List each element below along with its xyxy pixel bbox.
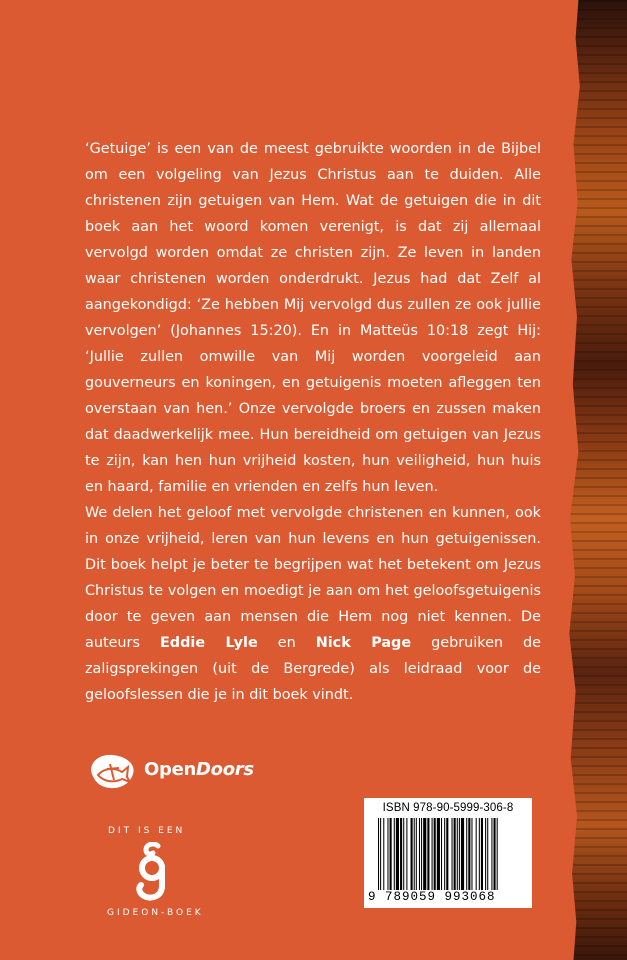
barcode-bar [427, 818, 429, 890]
barcode-bar [390, 818, 392, 890]
barcode-bar [476, 818, 477, 890]
barcode-bar [400, 818, 402, 890]
barcode-bar [411, 818, 413, 890]
barcode-bar [452, 818, 453, 890]
barcode-bar [380, 818, 381, 890]
gideon-g-icon [132, 842, 174, 902]
barcode-bar [461, 818, 464, 890]
barcode-bar [441, 818, 442, 890]
barcode-bar [396, 818, 399, 890]
barcode-bar [497, 818, 498, 890]
barcode-bar [406, 818, 407, 890]
blurb-p2-text-1: We delen het geloof met vervolgde christenen en kunnen, ook in onze vrijheid, leren van hun levens en hun getuigenissen. Dit boek helpt je beter te begrijpen wat het betekent om Jezus Christus te volgen en moedigt je aan om het geloofsgetuigenis door te geven aan mensen die Hem nog niet kennen. De auteurs [85, 505, 541, 651]
publisher-logo [86, 750, 266, 792]
isbn-label: ISBN 978-90-5999-306-8 [382, 802, 514, 814]
barcode-bar [434, 818, 436, 890]
blurb-p2-text-2: en [257, 635, 316, 651]
blurb-paragraph-1: ‘Getuige’ is een van de meest gebruikte woorden in de Bijbel om een volgeling van Jezus Christus aan te duiden. Alle christenen zijn getuigen van Hem. Wat de getuigen die in dit boek aan het woord komen verenigt, is dat zij allemaal vervolgd worden omdat ze christen zijn. Ze leven in landen waar christenen worden onderdrukt. Jezus had dat Zelf al aangekondigd: ‘Ze hebben Mij vervolgd dus zullen ze ook jullie vervolgen’ (Johannes 15:20). En in Matteüs 10:18 zegt Hij: ‘Jullie zullen omwille van Mij worden voorgeleid aan gouverneurs en koningen, en getuigenis moeten afleggen ten overstaan van hen.’ Onze vervolgde broers en zussen maken dat daadwerkelijk mee. Hun bereidheid om getuigen van Jezus te zijn, kan hen hun vrijheid kosten, hun veiligheid, hun huis en haard, familie en vrienden en zelfs hun leven. [85, 141, 541, 495]
barcode-bar [437, 818, 440, 890]
barcode-bar [416, 818, 417, 890]
publisher-name [144, 759, 254, 780]
barcode-bar [466, 818, 467, 890]
publisher-name-italic: Doors [196, 759, 254, 780]
barcode-bar [419, 818, 420, 890]
author-name-2: Nick Page [315, 635, 412, 651]
barcode-bar [479, 818, 480, 890]
barcode-bar [459, 818, 460, 890]
barcode-bar [387, 818, 388, 890]
barcode-bar [485, 818, 486, 890]
barcode-bar [414, 818, 415, 890]
barcode-digits: 9 789059 993068 [368, 890, 496, 904]
barcode-bar [444, 818, 445, 890]
barcode-bar [471, 818, 472, 890]
publisher-name-plain: Open [144, 759, 197, 780]
isbn-barcode [364, 798, 532, 908]
barcode-bar [454, 818, 456, 890]
blurb-paragraph-2 [85, 500, 541, 708]
gideon-tagline-top: DIT IS EEN [108, 826, 186, 836]
blurb-p2-text-3: gebruiken de zaligsprekingen (uit de Bergrede) als leidraad voor de geloofslessen die je in dit boek vindt. [85, 635, 542, 703]
gideon-tagline-bottom: GIDEON-BOEK [107, 908, 204, 918]
barcode-bar [491, 818, 492, 890]
barcode-bar [403, 818, 404, 890]
barcode-bars [378, 818, 528, 890]
barcode-bar [383, 818, 384, 890]
open-doors-fish-icon [86, 750, 138, 792]
barcode-bar [487, 818, 488, 890]
barcode-bar [394, 818, 395, 890]
barcode-bar [446, 818, 448, 890]
author-name-1: Eddie Lyle [159, 635, 258, 651]
barcode-bar [421, 818, 422, 890]
barcode-bar [457, 818, 458, 890]
barcode-bar [494, 818, 496, 890]
barcode-bar [468, 818, 470, 890]
barcode-bar [481, 818, 483, 890]
barcode-bar [378, 818, 379, 890]
barcode-bar [432, 818, 433, 890]
barcode-bar [423, 818, 426, 890]
